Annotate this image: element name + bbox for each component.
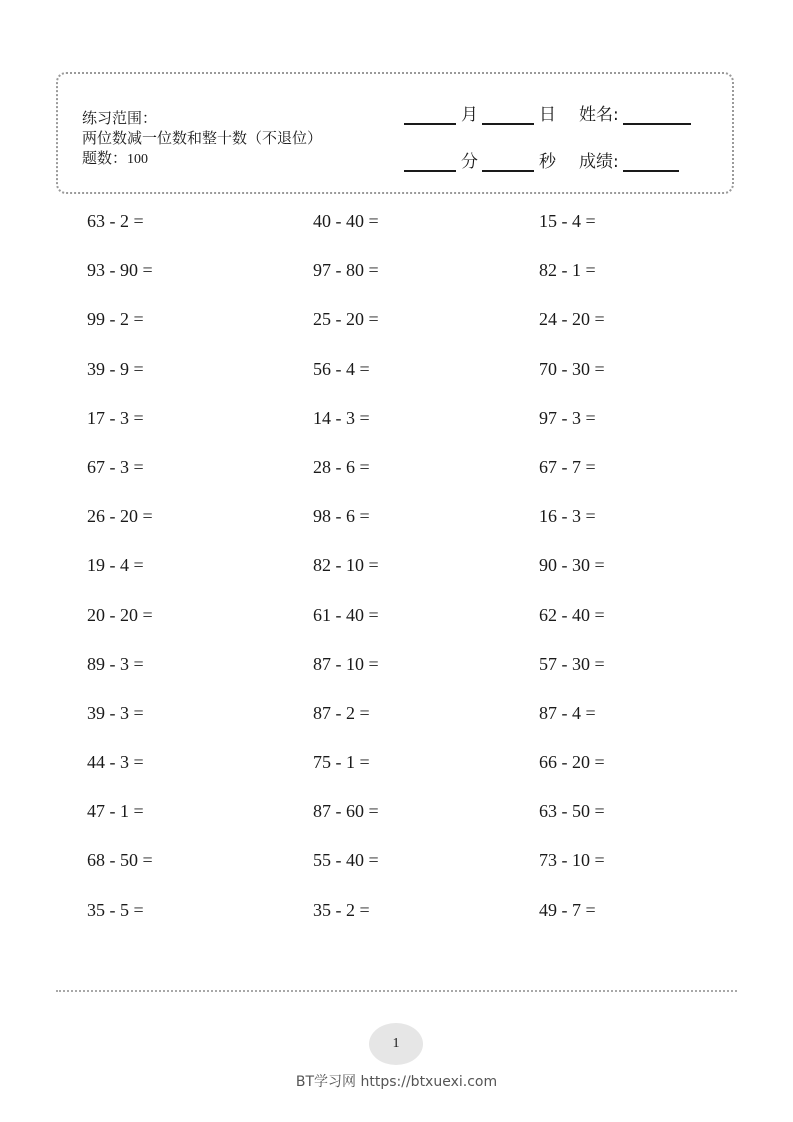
problem-item: 89 - 3 =: [87, 653, 144, 674]
minute-label: 分: [461, 152, 478, 172]
problem-item: 15 - 4 =: [539, 211, 596, 231]
problem-item: 56 - 4 =: [313, 358, 370, 379]
problem-item: 40 - 40 =: [313, 211, 379, 231]
problem-item: 35 - 5 =: [87, 899, 144, 920]
problem-item: 82 - 10 =: [313, 555, 379, 576]
month-blank[interactable]: [404, 105, 456, 125]
score-label: 成绩:: [579, 152, 619, 172]
problem-item: 39 - 3 =: [87, 702, 144, 723]
problem-item: 66 - 20 =: [539, 752, 605, 773]
problem-item: 57 - 30 =: [539, 653, 605, 674]
problem-item: 47 - 1 =: [87, 801, 144, 822]
problem-item: 55 - 40 =: [313, 850, 379, 871]
problem-item: 75 - 1 =: [313, 752, 370, 773]
problem-item: 87 - 10 =: [313, 653, 379, 674]
problem-item: 16 - 3 =: [539, 506, 596, 527]
footer-credit: BT学习网 https://btxuexi.com: [295, 1074, 498, 1090]
problem-item: 39 - 9 =: [87, 358, 144, 379]
problem-item: 25 - 20 =: [313, 309, 379, 330]
problem-item: 14 - 3 =: [313, 407, 370, 428]
count-label: 题数：: [82, 149, 128, 167]
day-label: 日: [539, 105, 556, 125]
worksheet-header: [56, 72, 734, 194]
topic-text: 两位数减一位数和整十数（不退位）: [82, 129, 323, 147]
problem-item: 73 - 10 =: [539, 850, 605, 871]
question-count: [82, 148, 322, 170]
second-blank[interactable]: [482, 152, 534, 172]
month-label: 月: [461, 105, 478, 125]
count-value: 100: [127, 152, 149, 167]
problem-item: 61 - 40 =: [313, 604, 379, 625]
problem-item: 68 - 50 =: [87, 850, 153, 871]
problem-item: 97 - 3 =: [539, 407, 596, 428]
problem-item: 67 - 3 =: [87, 456, 144, 477]
problem-item: 49 - 7 =: [539, 899, 596, 920]
page-number: 1: [369, 1023, 423, 1065]
problem-item: 26 - 20 =: [87, 506, 153, 527]
problem-item: 87 - 2 =: [313, 702, 370, 723]
problem-item: 35 - 2 =: [313, 899, 370, 920]
problem-item: 90 - 30 =: [539, 555, 605, 576]
problem-item: 93 - 90 =: [87, 260, 153, 281]
problem-item: 67 - 7 =: [539, 456, 596, 477]
name-label: 姓名:: [579, 105, 619, 125]
day-blank[interactable]: [482, 105, 534, 125]
second-label: 秒: [539, 152, 556, 172]
problem-item: 17 - 3 =: [87, 407, 144, 428]
problem-item: 44 - 3 =: [87, 752, 144, 773]
problem-item: 62 - 40 =: [539, 604, 605, 625]
exercise-info: [82, 108, 322, 170]
dotted-divider: [56, 990, 737, 992]
problem-item: 28 - 6 =: [313, 456, 370, 477]
problem-item: 19 - 4 =: [87, 555, 144, 576]
date-name-row: [404, 100, 691, 124]
problem-item: 20 - 20 =: [87, 604, 153, 625]
problem-item: 98 - 6 =: [313, 506, 370, 527]
problem-item: 70 - 30 =: [539, 358, 605, 379]
problem-item: 63 - 2 =: [87, 211, 144, 231]
problem-item: 87 - 60 =: [313, 801, 379, 822]
score-blank[interactable]: [623, 152, 679, 172]
name-blank[interactable]: [623, 105, 691, 125]
problem-grid: [87, 209, 727, 947]
time-score-row: [404, 147, 679, 171]
problem-item: 63 - 50 =: [539, 801, 605, 822]
problem-item: 82 - 1 =: [539, 260, 596, 281]
range-label: 练习范围：: [82, 109, 158, 127]
minute-blank[interactable]: [404, 152, 456, 172]
problem-item: 99 - 2 =: [87, 309, 144, 330]
problem-item: 87 - 4 =: [539, 702, 596, 723]
problem-item: 97 - 80 =: [313, 260, 379, 281]
problem-item: 24 - 20 =: [539, 309, 605, 330]
